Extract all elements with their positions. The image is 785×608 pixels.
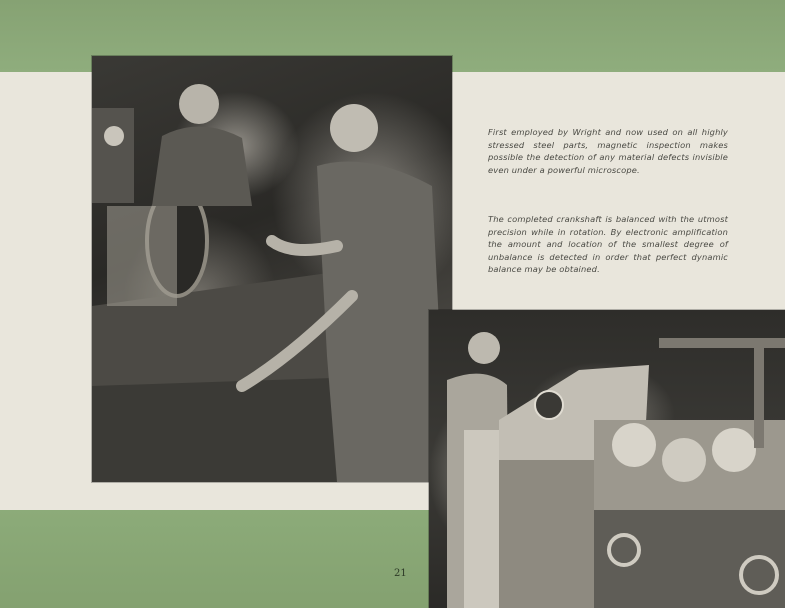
operator-head-shape <box>468 332 500 364</box>
guard-shape <box>107 206 177 306</box>
crank-throw-2 <box>662 438 706 482</box>
magnetic-inspection-photo-art <box>92 56 452 482</box>
control-panel-shape <box>92 108 134 203</box>
crank-throw-3 <box>712 428 756 472</box>
overhead-post-shape <box>754 348 764 448</box>
caption-crankshaft-balancing: The completed crankshaft is balanced with the utmost precision while in rotation. By electronic amplification the amount and location of the smallest degree of unbalance is detected in order that perfect dynamic balance may be obtained. <box>488 214 728 275</box>
magnetic-inspection-photo <box>92 56 452 482</box>
worker-body-shape <box>317 162 447 483</box>
worker-arm-shape <box>272 241 337 250</box>
page-number: 21 <box>394 568 407 579</box>
gauge-dial <box>104 126 124 146</box>
balancer-dial <box>535 391 563 419</box>
caption-magnetic-inspection: First employed by Wright and now used on all highly stressed steel parts, magnetic inspection makes possible the detection of any material defects invisible even under a powerful microscope. <box>488 127 728 175</box>
crankshaft-balancing-photo-art <box>429 310 785 608</box>
balancer-cabinet-shape <box>499 460 609 608</box>
overhead-beam-shape <box>659 338 785 348</box>
crank-throw-1 <box>612 423 656 467</box>
operator-apron-shape <box>464 430 504 608</box>
worker-head-shape <box>330 104 378 152</box>
crankshaft-balancing-photo <box>429 310 785 608</box>
inspector-body-shape <box>152 126 252 206</box>
inspector-head-shape <box>179 84 219 124</box>
